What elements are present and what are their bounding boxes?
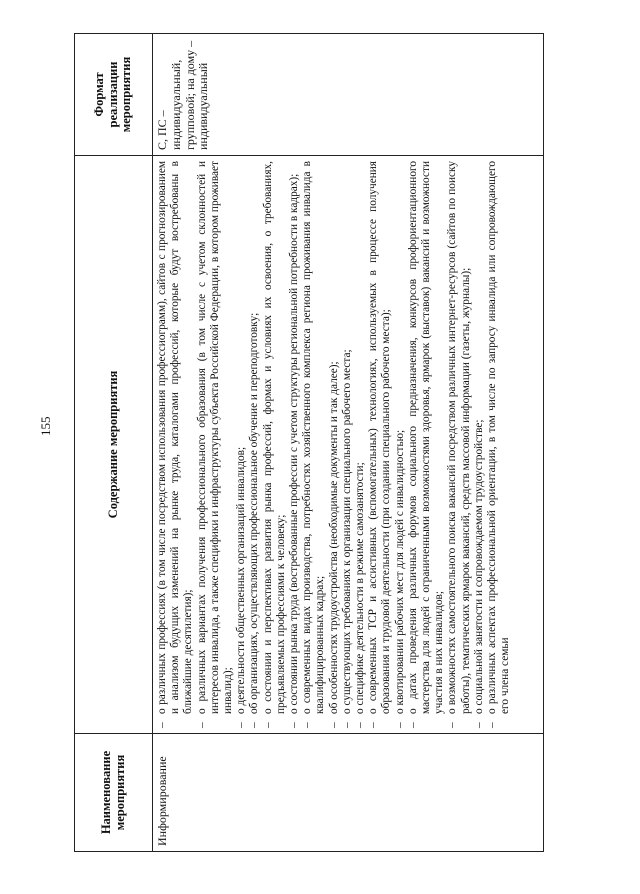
- list-item: – о специфике деятельности в режиме самозанятости;: [354, 161, 367, 728]
- list-item: – о деятельности общественных организаций инвалидов;: [235, 161, 248, 728]
- list-item: – о различных аспектах профессиональной ориентации, в том числе по запросу инвалида или сопровождающего его члена семьи: [486, 161, 512, 728]
- page-number: 155: [38, 416, 53, 436]
- table-header-row: [75, 34, 153, 852]
- list-item: – о возможностях самостоятельного поиска вакансий посредством различных интернет-ресурсов (сайтов по поиску работы), тематических ярмарок вакансий, средств массовой информации (газеты, журналы);: [446, 161, 472, 728]
- list-item: – о социальной занятости и сопровождаемом трудоустройстве;: [473, 161, 486, 728]
- list-item: – о различных профессиях (в том числе посредством использования профессиограмм), сайтов с прогнозированием и анализом будущих изменений на рынке труда, каталогами профессий, которые будут востребованы в ближайшие десятилетия);: [156, 161, 196, 728]
- measure-content-cell: [153, 156, 544, 734]
- list-item: – о состоянии и перспективах развития рынка профессий, формах и условиях их освоения, о требованиях, предъявляемых профессиями к человеку;: [262, 161, 288, 728]
- list-item: – о датах проведения различных форумов социального предназначения, конкурсов профориентационного мастерства для людей с ограниченными возможностями здоровья, ярмарок (выставок) вакансий и возможности участия в них инвалидов;: [407, 161, 447, 728]
- measure-name-cell: Информирование: [153, 734, 544, 852]
- content-list: [156, 161, 512, 728]
- list-item: – о различных вариантах получения профессионального образования (в том числе с учетом склонностей и интересов инвалида, а также специфики и инфраструктуры субъекта Российской Федерации, в котором проживает инвалид);: [196, 161, 236, 728]
- header-measure-name: Наименование мероприятия: [75, 734, 153, 852]
- list-item: – о существующих требованиях к организации специального рабочего места;: [341, 161, 354, 728]
- header-measure-format: Формат реализации мероприятия: [75, 34, 153, 156]
- list-item: – о состоянии рынка труда (востребованные профессии с учетом структуры региональной потребности в кадрах);: [288, 161, 301, 728]
- list-item: – об организациях, осуществляющих профессиональное обучение и переподготовку;: [248, 161, 261, 728]
- header-measure-content: Содержание мероприятия: [75, 156, 153, 734]
- rotated-table-container: [74, 34, 544, 852]
- list-item: – о современных видах производства, потребностях хозяйственного комплекса региона проживания инвалида в квалифицированных кадрах;: [301, 161, 327, 728]
- measure-format-cell: С, ПС – индивидуальный, групповой; на дому – индивидуальный: [153, 34, 544, 156]
- measures-table: [74, 33, 544, 852]
- list-item: – о квотировании рабочих мест для людей с инвалидностью;: [394, 161, 407, 728]
- list-item: – об особенностях трудоустройства (необходимые документы и так далее);: [328, 161, 341, 728]
- list-item: – о современных ТСР и ассистивных (вспомогательных) технологиях, используемых в процессе получения образования и трудовой деятельности (при создании специального рабочего места);: [367, 161, 393, 728]
- table-row: [153, 34, 544, 852]
